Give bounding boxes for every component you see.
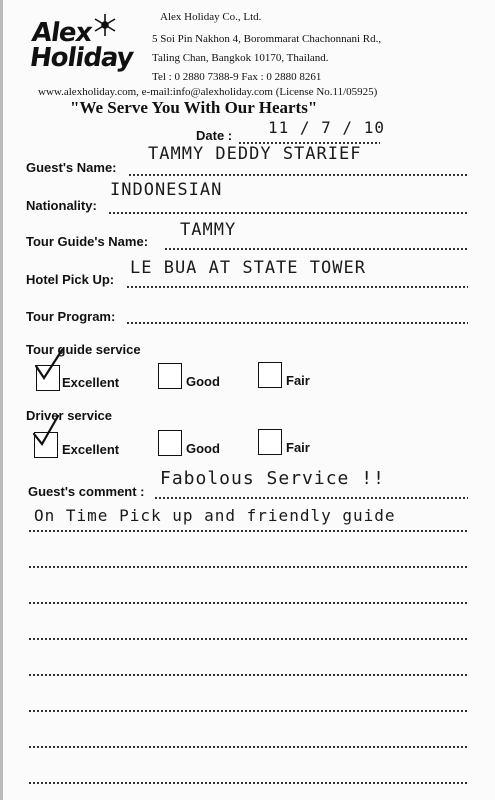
hotel-pickup-label: Hotel Pick Up: <box>26 272 115 287</box>
tour-guide-service-label: Tour guide service <box>26 342 141 357</box>
snowflake-icon <box>92 12 118 38</box>
address-line-2: Taling Chan, Bangkok 10170, Thailand. <box>152 52 329 64</box>
driver-excellent-label: Excellent <box>62 442 120 457</box>
logo-word-holiday: Holiday <box>27 43 135 73</box>
guest-comment-line-2[interactable]: On Time Pick up and friendly guide <box>34 506 396 525</box>
company-name: Alex Holiday Co., Ltd. <box>160 11 262 23</box>
comment-dotted-line-5 <box>28 638 468 640</box>
nationality-dotted-line <box>108 212 468 214</box>
checkmark-icon <box>32 348 66 382</box>
driver-service-label: Driver service <box>26 408 113 423</box>
driver-fair-checkbox[interactable] <box>258 429 282 455</box>
comment-dotted-line-2 <box>28 530 468 532</box>
tour-guide-name-label: Tour Guide's Name: <box>26 234 149 249</box>
comment-dotted-line-1 <box>154 497 468 499</box>
address-line-1: 5 Soi Pin Nakhon 4, Borommarat Chachonnani Rd., <box>152 33 382 45</box>
alex-holiday-logo <box>27 12 155 73</box>
nationality-label: Nationality: <box>26 198 97 213</box>
driver-good-checkbox[interactable] <box>158 430 182 456</box>
driver-fair-label: Fair <box>286 440 310 455</box>
comment-dotted-line-6 <box>28 674 468 676</box>
guest-comment-line-1[interactable]: Fabolous Service !! <box>160 468 385 489</box>
scan-edge <box>0 0 3 800</box>
comment-dotted-line-4 <box>28 602 468 604</box>
tour-guide-name-dotted-line <box>164 248 468 250</box>
comment-dotted-line-7 <box>28 710 468 712</box>
tour-program-dotted-line <box>126 322 468 324</box>
tour-guide-name-value[interactable]: TAMMY <box>180 220 237 240</box>
hotel-pickup-value[interactable]: LE BUA AT STATE TOWER <box>130 258 366 278</box>
website-email-license: www.alexholiday.com, e-mail:info@alexholiday.com (License No.11/05925) <box>38 86 378 98</box>
comment-dotted-line-8 <box>28 746 468 748</box>
hotel-pickup-dotted-line <box>126 286 468 288</box>
nationality-value[interactable]: INDONESIAN <box>110 180 223 200</box>
guest-name-label: Guest's Name: <box>26 160 117 175</box>
logo-word-alex: Alex <box>29 18 94 48</box>
tour-program-label: Tour Program: <box>26 309 116 324</box>
tour-guide-excellent-label: Excellent <box>62 375 120 390</box>
tour-guide-good-label: Good <box>186 374 220 389</box>
checkmark-icon <box>30 414 64 448</box>
slogan: "We Serve You With Our Hearts" <box>70 98 318 117</box>
date-value[interactable]: 11 / 7 / 10 <box>268 118 385 137</box>
tour-guide-good-checkbox[interactable] <box>158 363 182 389</box>
comment-dotted-line-9 <box>28 782 468 784</box>
guest-comment-label: Guest's comment : <box>28 484 145 499</box>
guest-name-value[interactable]: TAMMY DEDDY STARIEF <box>148 144 362 164</box>
phone-fax: Tel : 0 2880 7388-9 Fax : 0 2880 8261 <box>152 71 322 83</box>
comment-dotted-line-3 <box>28 566 468 568</box>
date-label: Date : <box>196 128 233 143</box>
company-address <box>152 30 482 87</box>
tour-guide-fair-label: Fair <box>286 373 310 388</box>
driver-good-label: Good <box>186 441 220 456</box>
guest-name-dotted-line <box>128 174 468 176</box>
tour-guide-fair-checkbox[interactable] <box>258 362 282 388</box>
